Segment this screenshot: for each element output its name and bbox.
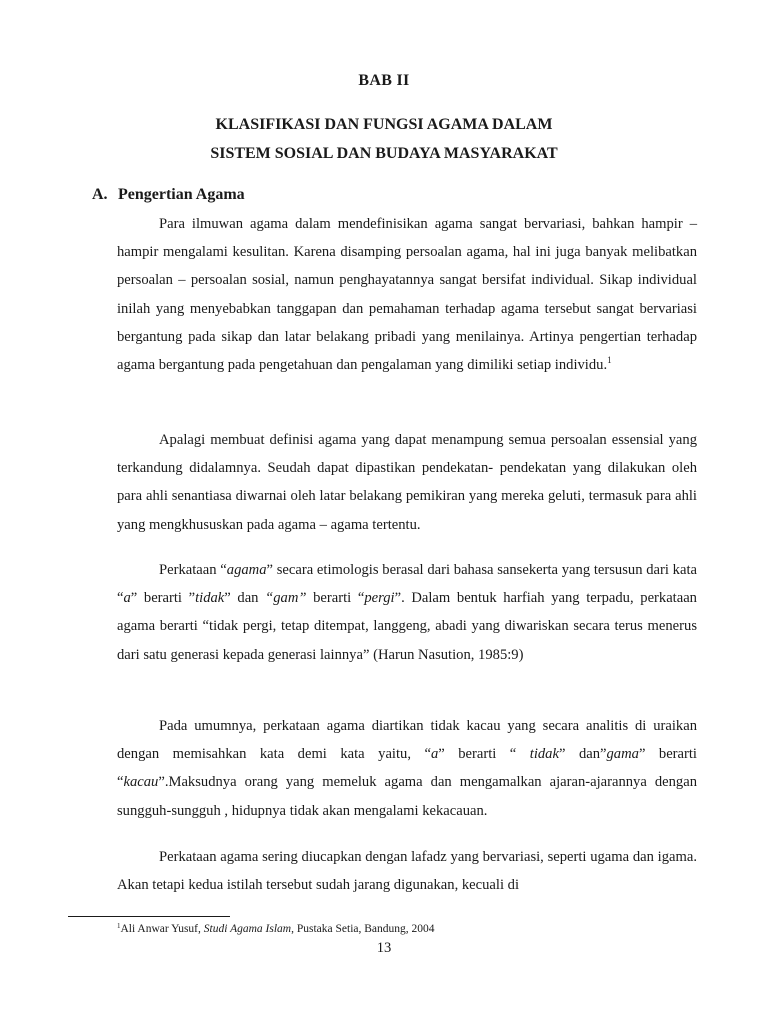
paragraph-2-text: Apalagi membuat definisi agama yang dapat menampung semua persoalan essensial yang terkandung didalamnya. Seudah dapat dipastikan pendekatan- pendekatan yang dilakukan oleh para ahli senantiasa diwarnai oleh latar belakang pemikiran yang mereka geluti, termasuk para ahli yang mengkhususkan pada agama – agama tertentu. bbox=[117, 432, 697, 533]
paragraph-1-text: Para ilmuwan agama dalam mendefinisikan agama sangat bervariasi, bahkan hampir – hampir mengalami kesulitan. Karena disamping persoalan agama, hal ini juga banyak melibatkan persoalan – persoalan sosial, namun penghayatannya sangat bersifat individual. Sikap individual inilah yang menyebabkan tanggapan dan pemahaman terhadap agama tersebut sangat bervariasi bergantung pada sikap dan latar belakang pribadi yang menilainya. Artinya pengertian terhadap agama bergantung pada pengetahuan dan pengalaman yang dimiliki setiap individu. bbox=[117, 216, 697, 374]
footnote bbox=[117, 922, 435, 936]
italic-term-tidak: tidak bbox=[195, 590, 225, 607]
italic-term-a: a bbox=[430, 746, 439, 763]
italic-term-gam: “gam” bbox=[265, 590, 307, 607]
footnote-reference: 1 bbox=[607, 355, 612, 366]
section-heading bbox=[92, 186, 245, 204]
italic-term-gama: gama bbox=[606, 746, 639, 763]
italic-term-kacau: kacau bbox=[123, 774, 159, 791]
paragraph-3-text: ” secara etimologis berasal dari bahasa sansekerta yang tersusun dari kata “ bbox=[117, 562, 697, 607]
footnote-separator bbox=[68, 916, 230, 917]
chapter-title-line-2: SISTEM SOSIAL DAN BUDAYA MASYARAKAT bbox=[210, 145, 558, 162]
paragraph-5 bbox=[117, 843, 697, 899]
italic-term-tidak: tidak bbox=[529, 746, 559, 763]
paragraph-3-text: berarti “ bbox=[306, 590, 365, 607]
page-number: 13 bbox=[376, 940, 392, 956]
paragraph-3-text: ”. Dalam bentuk harfiah yang terpadu, perkataan agama berarti “tidak pergi, tetap ditempat, langgeng, abadi yang diwariskan secara terus menerus dari satu generasi kepada generasi lainnya” (Harun Nasution, 1985:9) bbox=[117, 590, 697, 663]
section-title: Pengertian Agama bbox=[118, 186, 245, 203]
section-number: A. bbox=[92, 186, 108, 203]
chapter-title-line-1: KLASIFIKASI DAN FUNGSI AGAMA DALAM bbox=[215, 116, 553, 133]
italic-term-agama: agama bbox=[226, 562, 267, 578]
italic-term-a: a bbox=[123, 590, 131, 607]
footnote-publisher: , Pustaka Setia, Bandung, 2004 bbox=[291, 923, 435, 935]
paragraph-3-text: ” dan bbox=[224, 590, 266, 607]
paragraph-4-text: ” berarti “ bbox=[117, 746, 697, 791]
italic-term-pergi: pergi bbox=[364, 590, 395, 607]
chapter-heading: BAB II bbox=[358, 72, 410, 89]
paragraph-1 bbox=[117, 210, 697, 379]
paragraph-4-text: ”.Maksudnya orang yang memeluk agama dan mengamalkan ajaran-ajarannya dengan sungguh-sungguh , hidupnya tidak akan mengalami kekacauan. bbox=[117, 774, 697, 819]
footnote-book-title: Studi Agama Islam bbox=[203, 923, 292, 935]
paragraph-3-text: ” berarti ” bbox=[130, 590, 196, 607]
paragraph-4-text: ” dan” bbox=[558, 746, 607, 763]
paragraph-5-text: Perkataan agama sering diucapkan dengan lafadz yang bervariasi, seperti ugama dan igama. Akan tetapi kedua istilah tersebut sudah jarang digunakan, kecuali di bbox=[117, 849, 697, 894]
paragraph-4-text: ” berarti “ bbox=[438, 746, 530, 763]
footnote-marker: 1 bbox=[117, 922, 121, 930]
paragraph-4-text: Pada umumnya, perkataan agama diartikan tidak kacau yang secara analitis di uraikan dengan memisahkan kata demi kata yaitu, “ bbox=[117, 718, 697, 763]
paragraph-2 bbox=[117, 426, 697, 539]
paragraph-4 bbox=[117, 712, 697, 825]
footnote-author: Ali Anwar Yusuf, bbox=[120, 923, 201, 935]
paragraph-3 bbox=[117, 556, 697, 669]
paragraph-3-text: Perkataan “ bbox=[159, 562, 227, 578]
